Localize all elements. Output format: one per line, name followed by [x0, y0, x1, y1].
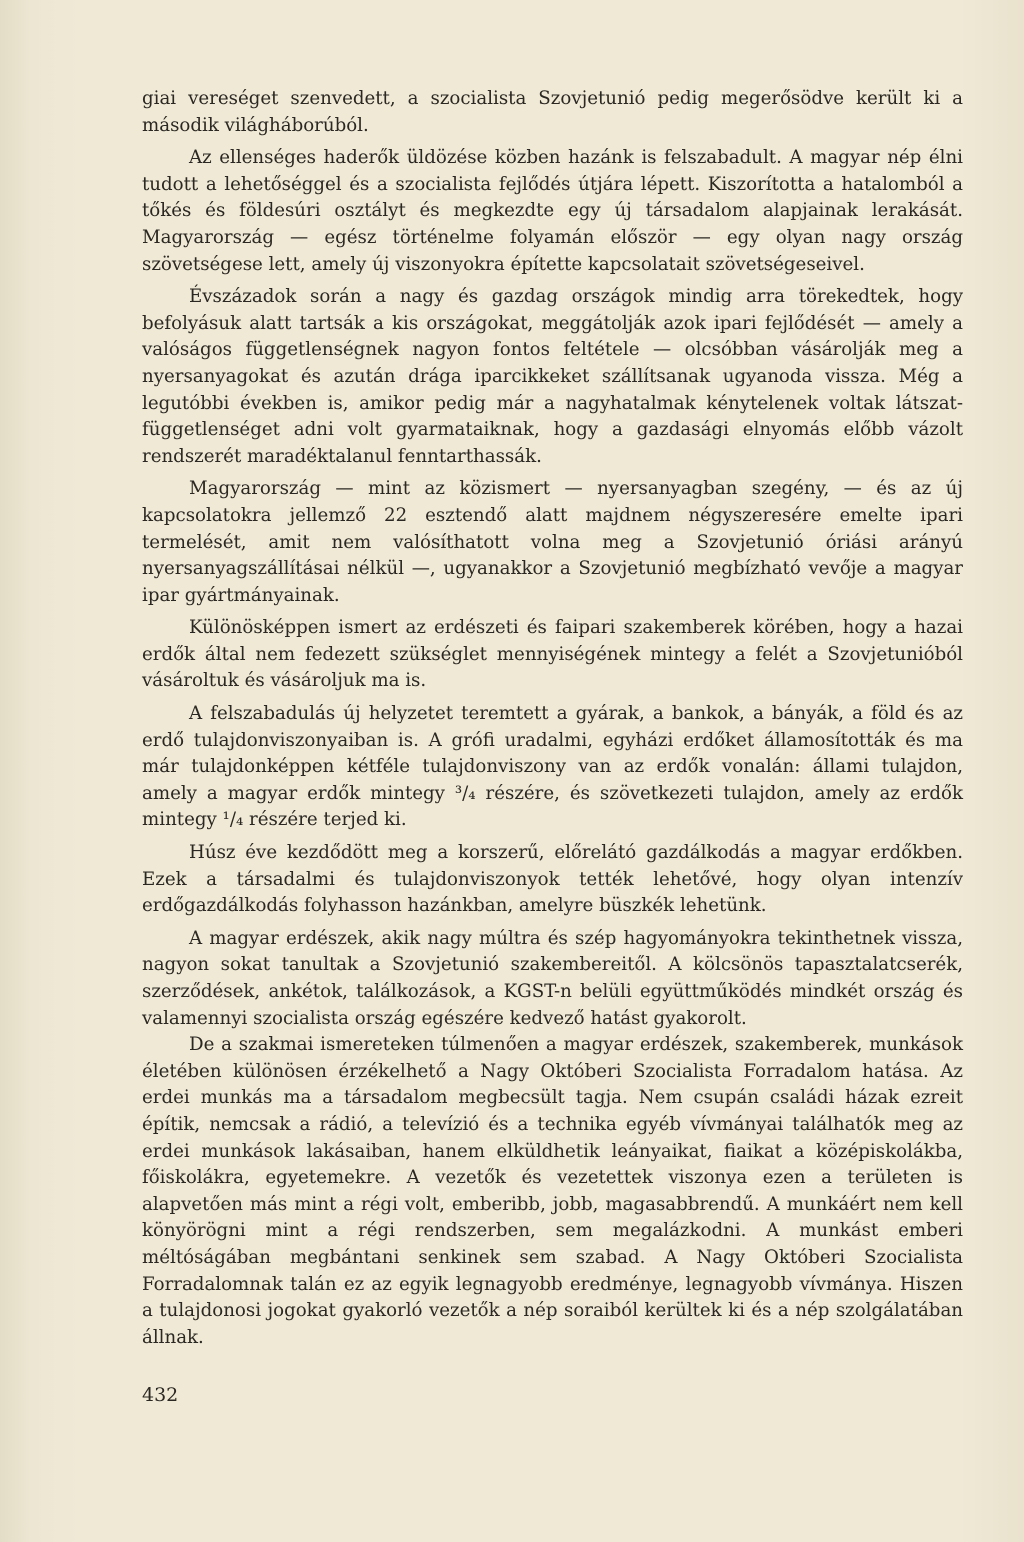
paragraph-9: De a szakmai ismereteken túlmenően a magyar erdészek, szakemberek, munkások életében különösen érzékelhető a Nagy Októberi Szocialista Forradalom hatása. Az erdei munkás ma a társadalom megbecsült tagja. Nem csupán családi házak ezreit építik, nemcsak a rádió, a televízió és a technika egyéb vívmányai találhatók meg az erdei munkások lakásaiban, hanem elküldhetik leányaikat, fiaikat a középiskolákba, főiskolákra, egyetemekre. A vezetők és vezetettek viszonya ezen a területen is alapvetően más mint a régi volt, emberibb, jobb, magasabbrendű. A munkáért nem kell könyörögni mint a régi rendszerben, sem megalázkodni. A munkást emberi méltóságában megbántani senkinek sem szabad. A Nagy Októberi Szocialista Forradalomnak talán ez az egyik legnagyobb eredménye, legnagyobb vívmánya. Hiszen a tulajdonosi jogokat gyakorló vezetők a nép soraiból kerültek ki és a nép szolgálatában állnak. [142, 1034, 963, 1348]
page-number: 432 [142, 1384, 179, 1406]
paragraph-5: Különösképpen ismert az erdészeti és faipari szakemberek körében, hogy a hazai erdők által nem fedezett szükséglet mennyiségének mintegy a felét a Szovjetunióból vásároltuk és vásároljuk ma is. [142, 617, 963, 692]
paragraph-4: Magyarország — mint az közismert — nyersanyagban szegény, — és az új kapcsolatokra jellemző 22 esztendő alatt majdnem négyszeresére emelte ipari termelését, amit nem valósíthatott volna meg a Szovjetunió óriási arányú nyersanyagszállításai nélkül —, ugyanakkor a Szovjetunió megbízható vevője a magyar ipar gyártmányainak. [142, 478, 963, 606]
paragraph-6: A felszabadulás új helyzetet teremtett a gyárak, a bankok, a bányák, a föld és az erdő tulajdonviszonyaiban is. A grófi uradalmi, egyházi erdőket államosították és ma már tulajdonképpen kétféle tulajdonviszony van az erdők vonalán: állami tulajdon, amely a magyar erdők mintegy ³/₄ részére, és szövetkezeti tulajdon, amely az erdők mintegy ¹/₄ részére terjed ki. [142, 703, 963, 831]
paragraph-8: A magyar erdészek, akik nagy múltra és szép hagyományokra tekinthetnek vissza, nagyon sokat tanultak a Szovjetunió szakembereitől. A kölcsönös tapasztalatcserék, szerződések, ankétok, találkozások, a KGST-n belüli együttműködés mindkét ország és valamennyi szocialista ország egészére kedvező hatást gyakorolt. [142, 927, 963, 1029]
paragraph-7: Húsz éve kezdődött meg a korszerű, előrelátó gazdálkodás a magyar erdőkben. Ezek a társadalmi és tulajdonviszonyok tették lehetővé, hogy olyan intenzív erdőgazdálkodás folyhasson hazánkban, amelyre büszkék lehetünk. [142, 842, 963, 917]
paragraph-1: giai vereséget szenvedett, a szocialista Szovjetunió pedig megerősödve került ki a második világháborúból. [142, 88, 963, 136]
body-text [142, 86, 963, 1357]
paragraph-3: Évszázadok során a nagy és gazdag országok mindig arra törekedtek, hogy befolyásuk alatt tartsák a kis országokat, meggátolják azok ipari fejlődését — amely a valóságos függetlenségnek nagyon fontos feltétele — olcsóbban vásárolják meg a nyersanyagokat és azután drága iparcikkeket szállítsanak ugyanoda vissza. Még a legutóbbi években is, amikor pedig már a nagyhatalmak kénytelenek voltak látszat-függetlenséget adni volt gyarmataiknak, hogy a gazdasági elnyomás előbb vázolt rendszerét maradéktalanul fenntarthassák. [142, 286, 963, 467]
paragraph-2: Az ellenséges haderők üldözése közben hazánk is felszabadult. A magyar nép élni tudott a lehetőséggel és a szocialista fejlődés útjára lépett. Kiszorította a hatalomból a tőkés és földesúri osztályt és megkezdte egy új társadalom alapjainak lerakását. Magyarország — egész történelme folyamán először — egy olyan nagy ország szövetségese lett, amely új viszonyokra építette kapcsolatait szövetségeseivel. [142, 147, 963, 275]
